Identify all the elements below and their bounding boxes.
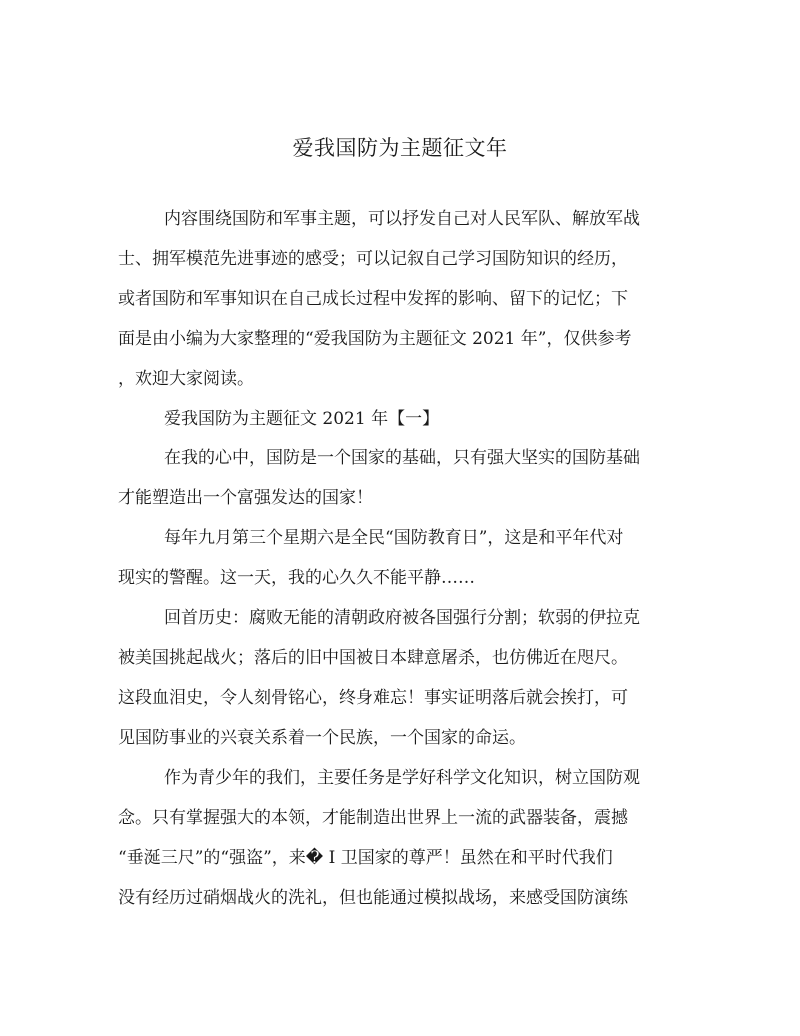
paragraph-line: 面是由小编为大家整理的“爱我国防为主题征文 2021 年”，仅供参考 [118, 329, 632, 349]
paragraph-line: 或者国防和军事知识在自己成长过程中发挥的影响、留下的记忆；下 [118, 289, 628, 309]
paragraph-line: 士、拥军模范先进事迹的感受；可以记叙自己学习国防知识的经历， [118, 249, 628, 269]
paragraph-line: 被美国挑起战火；落后的旧中国被日本肆意屠杀，也仿佛近在咫尺。 [118, 648, 628, 668]
paragraph-line: 回首历史：腐败无能的清朝政府被各国强行分割；软弱的伊拉克 [164, 608, 640, 628]
paragraph-line: ，欢迎大家阅读。 [118, 369, 254, 389]
paragraph-line: 见国防事业的兴衰关系着一个民族，一个国家的命运。 [118, 728, 526, 748]
paragraph-line: 在我的心中，国防是一个国家的基础，只有强大坚实的国防基础 [164, 448, 640, 468]
paragraph-line: 现实的警醒。这一天，我的心久久不能平静…… [118, 568, 475, 588]
paragraph-line: 作为青少年的我们，主要任务是学好科学文化知识，树立国防观 [164, 768, 640, 788]
document-title: 爱我国防为主题征文年 [292, 136, 508, 160]
paragraph-line: 每年九月第三个星期六是全民“国防教育日”，这是和平年代对 [164, 528, 624, 548]
paragraph-line: 这段血泪史，令人刻骨铭心，终身难忘！事实证明落后就会挨打，可 [118, 688, 628, 708]
paragraph-line: 念。只有掌握强大的本领，才能制造出世界上一流的武器装备，震撼 [118, 808, 628, 828]
paragraph-line: 没有经历过硝烟战火的洗礼，但也能通过模拟战场，来感受国防演练 [118, 888, 628, 908]
section-heading: 爱我国防为主题征文 2021 年【一】 [164, 409, 440, 429]
paragraph-line: 内容围绕国防和军事主题，可以抒发自己对人民军队、解放军战 [164, 209, 640, 229]
paragraph-line: 才能塑造出一个富强发达的国家！ [118, 488, 373, 508]
paragraph-line: “垂涎三尺”的“强盗”，来� I 卫国家的尊严！虽然在和平时代我们 [118, 848, 613, 868]
